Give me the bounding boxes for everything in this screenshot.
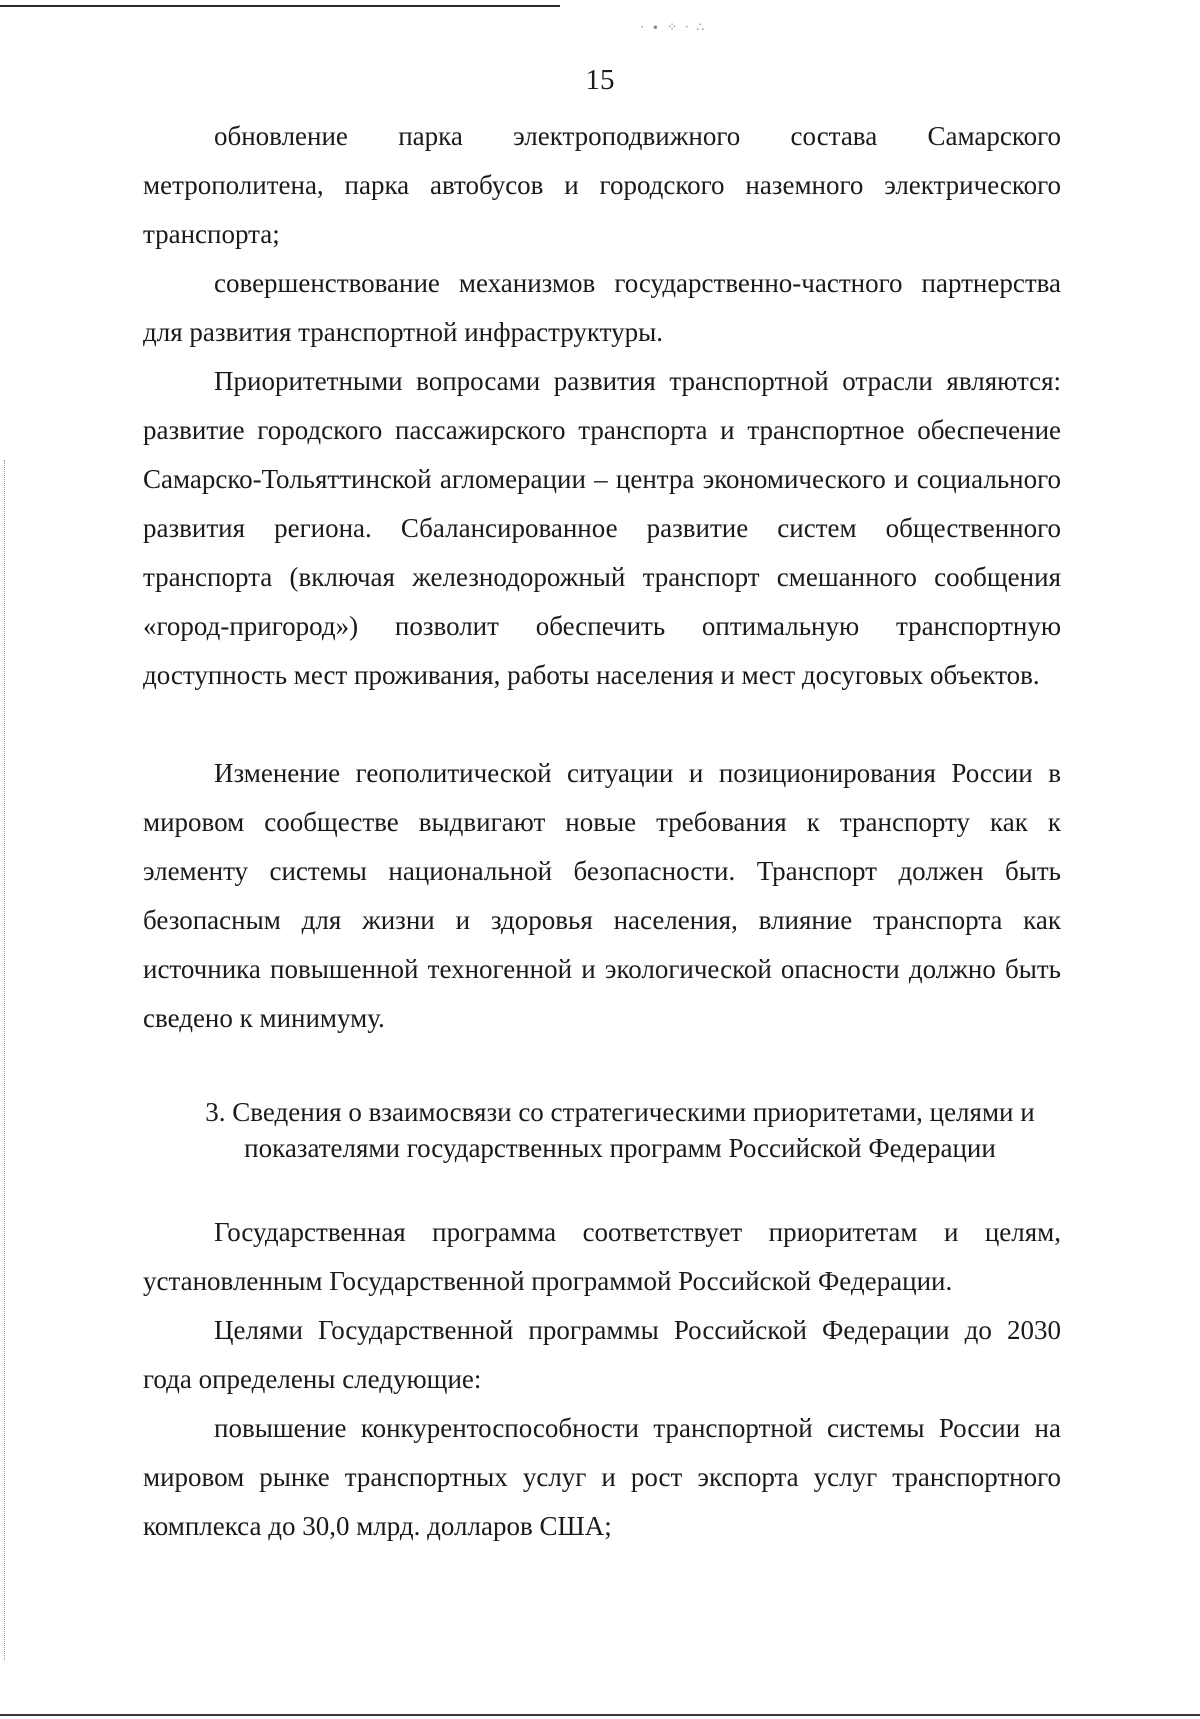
scan-edge-dots-left	[4, 460, 6, 1660]
scan-edge-line-bottom	[0, 1714, 1200, 1716]
paragraph-geopolitical-situation: Изменение геополитической ситуации и позиционирования России в мировом сообществе выдвигают новые требования к транспорту как к элементу системы национальной безопасности. Транспорт должен быть безопасным для жизни и здоровья населения, влияние транспорта как источника повышенной техногенной и экологической опасности должно быть сведено к минимуму.	[143, 758, 1061, 1033]
scan-edge-line-top	[0, 5, 560, 7]
section-heading: 3. Сведения о взаимосвязи со стратегическими приоритетами, целями и показателями государственных программ Российской Федерации	[205, 1097, 1035, 1163]
paragraph-transport-priorities: Приоритетными вопросами развития транспортной отрасли являются: развитие городского пассажирского транспорта и транспортное обеспечение Самарско-Тольяттинской агломерации – центра экономического и социального развития региона. Сбалансированное развитие систем общественного транспорта (включая железнодорожный транспорт смешанного сообщения «город-пригород») позволит обеспечить оптимальную транспортную доступность мест проживания, работы населения и мест досуговых объектов.	[143, 366, 1061, 690]
paragraph-public-private-partnership: совершенствование механизмов государственно-частного партнерства для развития транспортной инфраструктуры.	[143, 268, 1061, 347]
paragraph-fleet-renewal: обновление парка электроподвижного состава Самарского метрополитена, парка автобусов и городского наземного электрического транспорта;	[143, 121, 1061, 249]
scan-noise-specks: · ∙ ⁘ · ∴	[640, 20, 707, 34]
page-number: 15	[585, 64, 615, 96]
paragraph-program-goals: Целями Государственной программы Российской Федерации до 2030 года определены следующие:	[143, 1315, 1061, 1394]
paragraph-competitiveness: повышение конкурентоспособности транспортной системы России на мировом рынке транспортных услуг и рост экспорта услуг транспортного комплекса до 30,0 млрд. долларов США;	[143, 1413, 1061, 1541]
paragraph-program-compliance: Государственная программа соответствует приоритетам и целям, установленным Государственной программой Российской Федерации.	[143, 1217, 1061, 1296]
